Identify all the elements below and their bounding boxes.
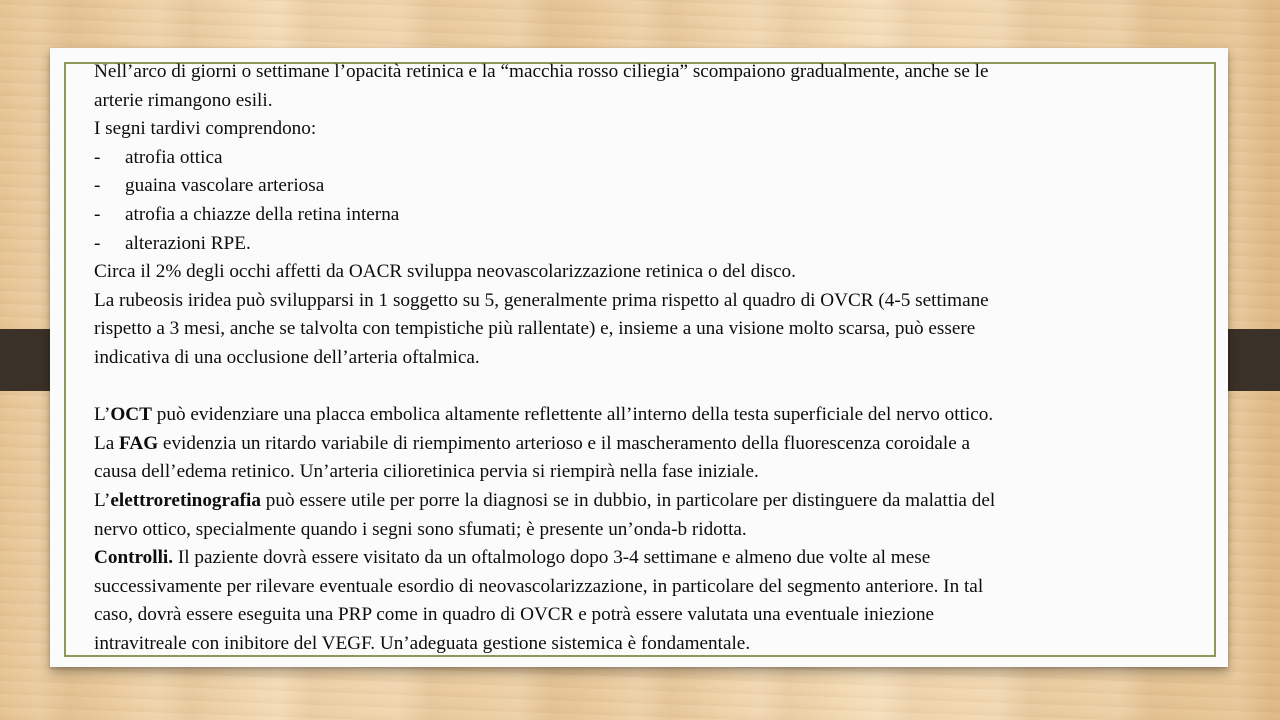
text-line: Circa il 2% degli occhi affetti da OACR sviluppa neovascolarizzazione retinica o del disco.	[94, 261, 796, 283]
list-item	[94, 201, 1194, 230]
oct-line	[94, 401, 1194, 430]
text-line: causa dell’edema retinico. Un’arteria cilioretinica pervia si riempirà nella fase iniziale.	[94, 461, 759, 483]
text-line: arterie rimangono esili.	[94, 89, 273, 111]
erg-text: può essere utile per porre la diagnosi se in dubbio, in particolare per distinguere da malattia del	[260, 489, 996, 511]
list-item	[94, 230, 1194, 259]
controlli-term: Controlli.	[94, 547, 174, 569]
fag-line	[94, 430, 1194, 459]
list-item-text: alterazioni RPE.	[125, 232, 251, 254]
oct-prefix: L’	[94, 404, 111, 426]
list-dash: -	[94, 203, 101, 225]
text-line: nervo ottico, specialmente quando i segni sono sfumati; è presente un’onda-b ridotta.	[94, 518, 747, 540]
slide	[50, 48, 1228, 667]
erg-term: elettroretinografia	[110, 489, 261, 511]
text-line: rispetto a 3 mesi, anche se talvolta con tempistiche più rallentate) e, insieme a una visione molto scarsa, può essere	[94, 318, 976, 340]
oct-text: può evidenziare una placca embolica altamente reflettente all’interno della testa superficiale del nervo ottico.	[151, 404, 994, 426]
list-dash: -	[94, 232, 101, 254]
text-line: caso, dovrà essere eseguita una PRP come in quadro di OVCR e potrà essere valutata una eventuale iniezione	[94, 604, 935, 626]
erg-line	[94, 487, 1194, 516]
list-item-text: atrofia a chiazze della retina interna	[125, 203, 400, 225]
text-line: intravitreale con inibitore del VEGF. Un’adeguata gestione sistemica è fondamentale.	[94, 632, 751, 654]
list-item-text: atrofia ottica	[125, 146, 223, 168]
text-line: La rubeosis iridea può svilupparsi in 1 soggetto su 5, generalmente prima rispetto al quadro di OVCR (4-5 settimane	[94, 289, 989, 311]
oct-term: OCT	[110, 404, 152, 426]
text-line: successivamente per rilevare eventuale esordio di neovascolarizzazione, in particolare del segmento anteriore. In tal	[94, 575, 984, 597]
controlli-line	[94, 544, 1194, 573]
fag-term: FAG	[119, 432, 159, 454]
blank-line	[94, 373, 1194, 402]
erg-prefix: L’	[94, 489, 111, 511]
list-item-text: guaina vascolare arteriosa	[125, 175, 325, 197]
list-dash: -	[94, 175, 101, 197]
slide-text	[94, 58, 1194, 658]
controlli-text: Il paziente dovrà essere visitato da un oftalmologo dopo 3-4 settimane e almeno due volte al mese	[173, 547, 931, 569]
fag-prefix: La	[94, 432, 120, 454]
list-item	[94, 144, 1194, 173]
text-line: indicativa di una occlusione dell’arteria oftalmica.	[94, 346, 480, 368]
text-line: Nell’arco di giorni o settimane l’opacità retinica e la “macchia rosso ciliegia” scompaiono gradualmente, anche se le	[94, 61, 989, 82]
list-item	[94, 172, 1194, 201]
list-dash: -	[94, 146, 101, 168]
fag-text: evidenzia un ritardo variabile di riempimento arterioso e il mascheramento della fluorescenza coroidale a	[158, 432, 971, 454]
text-line: I segni tardivi comprendono:	[94, 118, 317, 140]
